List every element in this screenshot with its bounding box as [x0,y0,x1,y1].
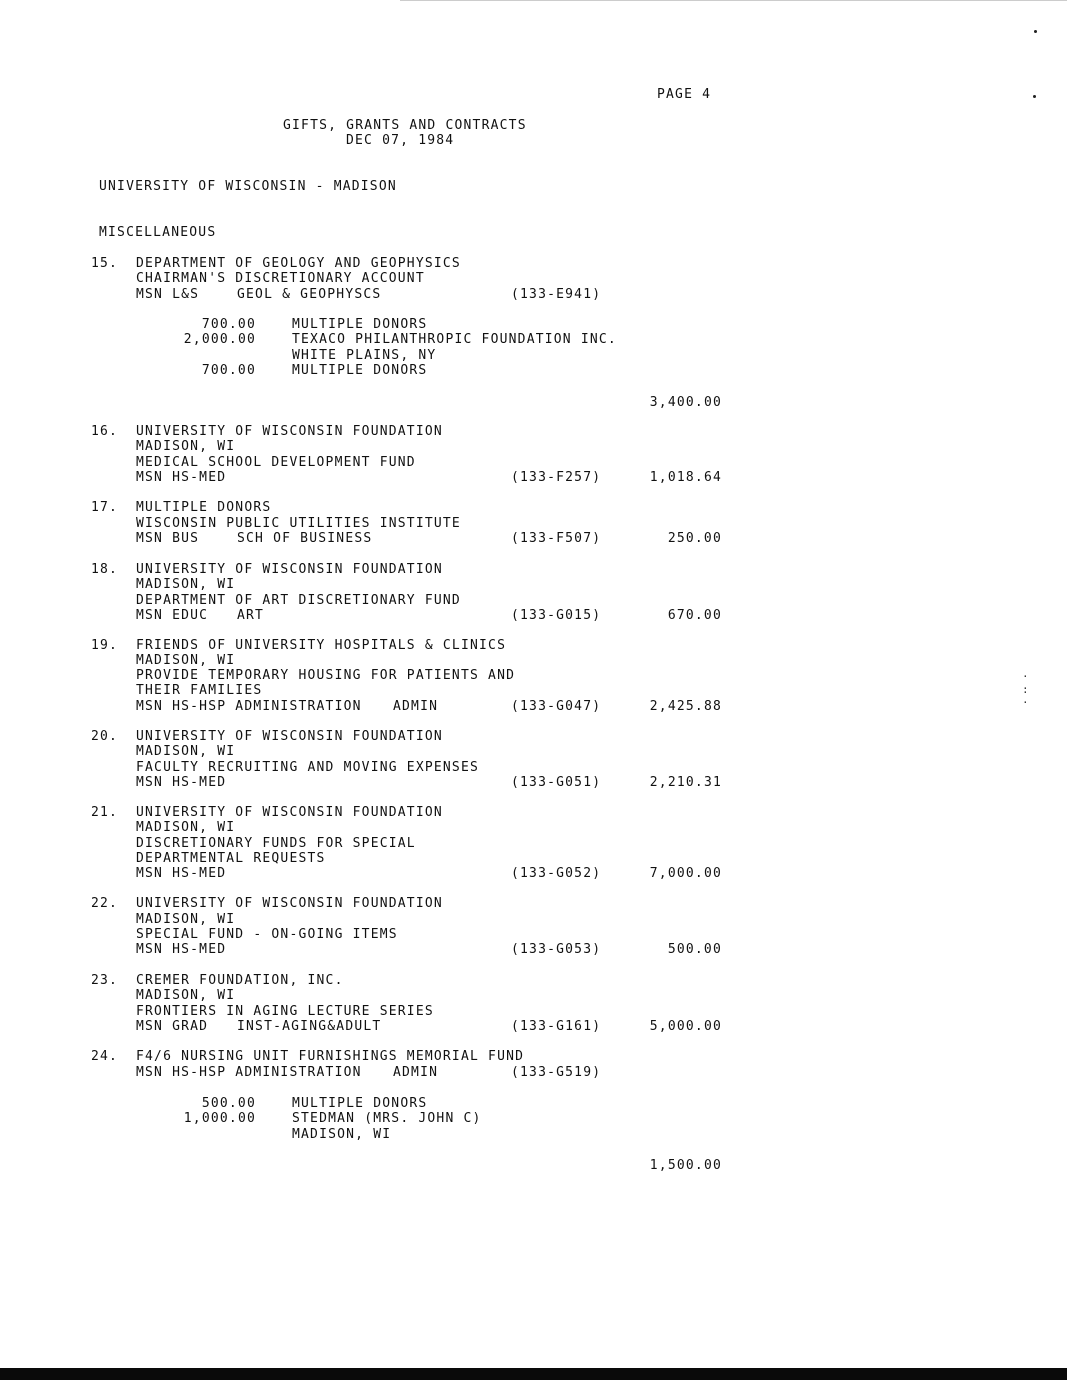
entry-account: (133-G519) [511,1065,602,1080]
entry-department: SCH OF BUSINESS [237,531,373,546]
entry-total: 5,000.00 [649,1019,722,1034]
entry-account: (133-G161) [511,1019,602,1034]
entry-recipient: UNIVERSITY OF WISCONSIN FOUNDATION [136,805,443,820]
donation-amount: 1,000.00 [183,1111,256,1126]
entry-purpose: FRONTIERS IN AGING LECTURE SERIES [136,1004,434,1019]
entry-department: ART [237,608,265,623]
scan-edge-bottom [0,1368,1067,1380]
scan-speck [1034,30,1037,33]
institution-name: UNIVERSITY OF WISCONSIN - MADISON [99,179,397,194]
entry-recipient: MULTIPLE DONORS [136,500,272,515]
entry-msn: MSN HS-MED [136,942,227,957]
entry-purpose: CHAIRMAN'S DISCRETIONARY ACCOUNT [136,271,425,286]
entry-location: MADISON, WI [136,820,236,835]
entry-recipient: DEPARTMENT OF GEOLOGY AND GEOPHYSICS [136,256,461,271]
entry-account: (133-G015) [511,608,602,623]
entry-number: 20. [91,729,119,744]
entry-msn: MSN EDUC [136,608,209,623]
entry-number: 16. [91,424,119,439]
entry-msn: MSN HS-HSP ADMINISTRATION [136,699,362,714]
entry-msn: MSN HS-MED [136,470,227,485]
donation-donor: TEXACO PHILANTHROPIC FOUNDATION INC. [292,332,617,347]
entry-purpose: SPECIAL FUND - ON-GOING ITEMS [136,927,398,942]
entry-purpose: DEPARTMENT OF ART DISCRETIONARY FUND [136,593,461,608]
entry-recipient: UNIVERSITY OF WISCONSIN FOUNDATION [136,562,443,577]
entry-recipient: F4/6 NURSING UNIT FURNISHINGS MEMORIAL FUND [136,1049,525,1064]
entry-location: MADISON, WI [136,912,236,927]
entry-total: 500.00 [667,942,722,957]
entry-account: (133-F507) [511,531,602,546]
entry-recipient: UNIVERSITY OF WISCONSIN FOUNDATION [136,424,443,439]
entry-department: ADMIN [393,1065,439,1080]
scan-edge-top [400,0,1067,1]
entry-number: 17. [91,500,119,515]
entry-number: 18. [91,562,119,577]
scan-marks: · : · [1022,670,1029,709]
entry-account: (133-F257) [511,470,602,485]
entry-account: (133-G051) [511,775,602,790]
entry-msn: MSN GRAD [136,1019,209,1034]
entry-purpose-continued: THEIR FAMILIES [136,683,263,698]
entry-msn: MSN BUS [136,531,200,546]
entry-number: 15. [91,256,119,271]
entry-msn: MSN HS-HSP ADMINISTRATION [136,1065,362,1080]
section-heading: MISCELLANEOUS [99,225,217,240]
entry-number: 23. [91,973,119,988]
entry-recipient: FRIENDS OF UNIVERSITY HOSPITALS & CLINICS [136,638,507,653]
entry-account: (133-G053) [511,942,602,957]
entry-location: MADISON, WI [136,439,236,454]
donation-donor: MULTIPLE DONORS [292,1096,428,1111]
entry-total: 2,210.31 [649,775,722,790]
entry-msn: MSN HS-MED [136,775,227,790]
entry-location: MADISON, WI [136,988,236,1003]
entry-total: 670.00 [667,608,722,623]
entry-department: GEOL & GEOPHYSCS [237,287,382,302]
donation-donor: STEDMAN (MRS. JOHN C) [292,1111,482,1126]
entry-recipient: UNIVERSITY OF WISCONSIN FOUNDATION [136,729,443,744]
entry-account: (133-E941) [511,287,602,302]
entry-account: (133-G052) [511,866,602,881]
entry-purpose-continued: DEPARTMENTAL REQUESTS [136,851,326,866]
entry-total: 1,018.64 [649,470,722,485]
donation-amount: 700.00 [201,317,256,332]
document-title: GIFTS, GRANTS AND CONTRACTS [283,118,527,133]
entry-recipient: CREMER FOUNDATION, INC. [136,973,344,988]
entry-total: 250.00 [667,531,722,546]
entry-department: ADMIN [393,699,439,714]
entry-recipient: UNIVERSITY OF WISCONSIN FOUNDATION [136,896,443,911]
donation-donor: MULTIPLE DONORS [292,317,428,332]
entry-number: 19. [91,638,119,653]
donation-amount: 700.00 [201,363,256,378]
entry-total: 7,000.00 [649,866,722,881]
entry-location: MADISON, WI [136,653,236,668]
entry-msn: MSN L&S [136,287,200,302]
entry-total: 2,425.88 [649,699,722,714]
entry-department: INST-AGING&ADULT [237,1019,382,1034]
donation-donor: MULTIPLE DONORS [292,363,428,378]
donation-amount: 2,000.00 [183,332,256,347]
entry-number: 21. [91,805,119,820]
entry-total: 3,400.00 [649,395,722,410]
entry-number: 22. [91,896,119,911]
entry-number: 24. [91,1049,119,1064]
entry-purpose: DISCRETIONARY FUNDS FOR SPECIAL [136,836,416,851]
entry-purpose: FACULTY RECRUITING AND MOVING EXPENSES [136,760,480,775]
entry-account: (133-G047) [511,699,602,714]
entry-total: 1,500.00 [649,1158,722,1173]
entry-location: MADISON, WI [136,744,236,759]
donation-donor-location: MADISON, WI [292,1127,392,1142]
entry-location: MADISON, WI [136,577,236,592]
entry-purpose: WISCONSIN PUBLIC UTILITIES INSTITUTE [136,516,461,531]
entry-purpose: PROVIDE TEMPORARY HOUSING FOR PATIENTS AND [136,668,516,683]
donation-donor-location: WHITE PLAINS, NY [292,348,437,363]
scan-speck [1033,95,1036,98]
page-number: PAGE 4 [657,87,712,102]
entry-purpose: MEDICAL SCHOOL DEVELOPMENT FUND [136,455,416,470]
entry-msn: MSN HS-MED [136,866,227,881]
document-date: DEC 07, 1984 [346,133,455,148]
donation-amount: 500.00 [201,1096,256,1111]
